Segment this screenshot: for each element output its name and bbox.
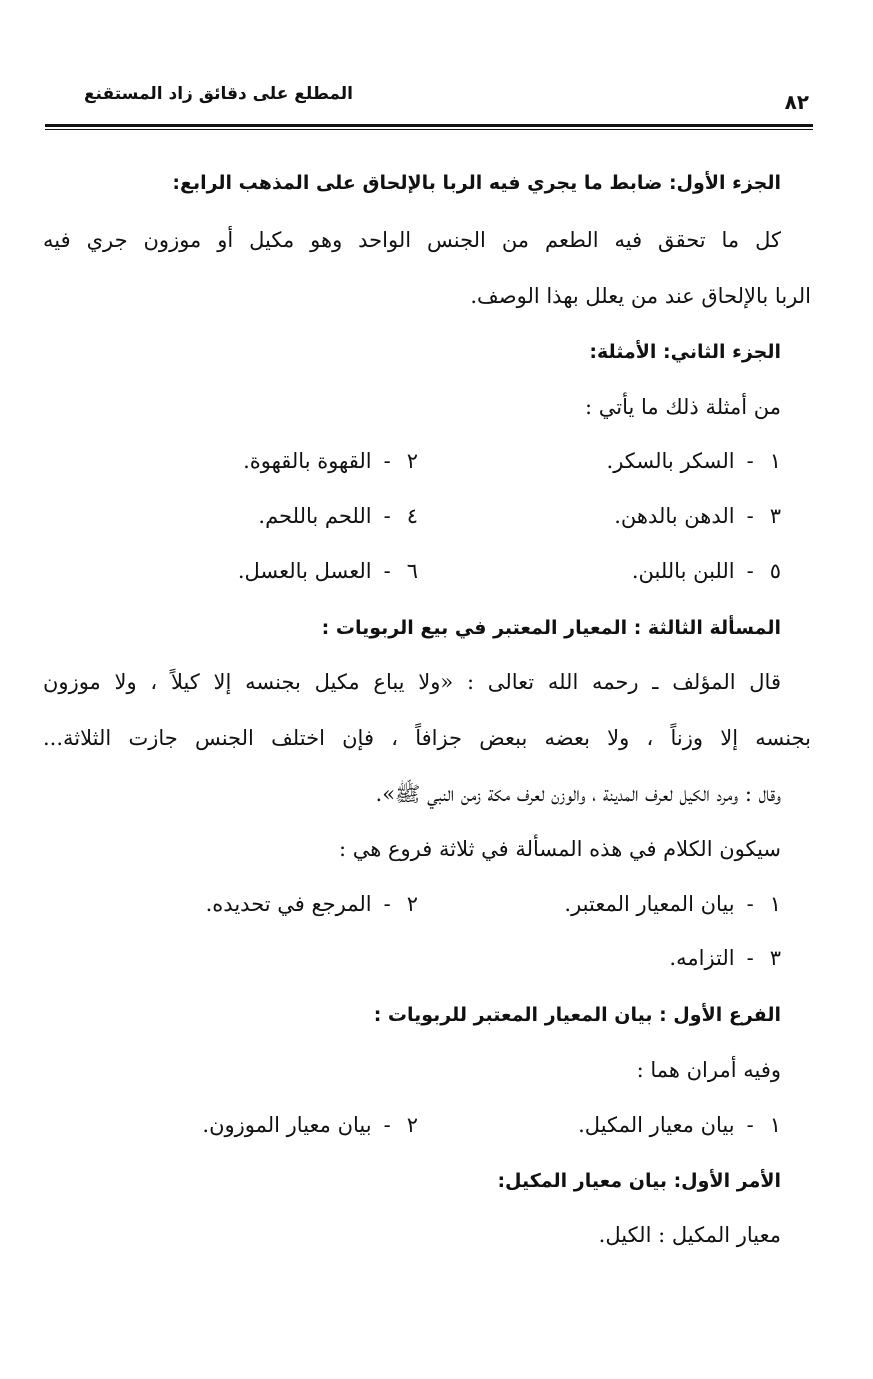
heading-third-issue: المسألة الثالثة : المعيار المعتبر في بيع الربويات : [321,617,781,639]
paragraph-line: كل ما تحقق فيه الطعم من الجنس الواحد وهو مكيل أو موزون جري فيه [43,228,781,252]
item-dash: - [746,946,754,970]
list-item [243,449,418,473]
item-text: اللحم باللحم. [258,504,372,528]
paragraph-line: الربا بالإلحاق عند من يعلل بهذا الوصف. [470,284,811,308]
item-dash: - [746,892,754,916]
item-text: القهوة بالقهوة. [243,449,372,473]
item-text: اللبن باللبن. [631,559,735,583]
item-text: المرجع في تحديده. [205,892,372,916]
list-item [632,559,781,583]
list-item [202,1113,418,1137]
running-header [45,82,813,132]
list-item [578,1113,781,1137]
heading-part-one: الجزء الأول: ضابط ما يجري فيه الربا بالإلحاق على المذهب الرابع: [172,172,781,194]
item-number: ٣ [769,504,781,528]
item-dash: - [746,449,754,473]
item-dash: - [383,1113,391,1137]
heading-first-branch: الفرع الأول : بيان المعيار المعتبر للربويات : [373,1004,781,1026]
item-text: بيان معيار المكيل. [578,1113,735,1137]
item-text: بيان معيار الموزون. [202,1113,372,1137]
item-number: ٢ [406,892,418,916]
quote-line: وقال : ومرد الكيل لعرف المدينة ، والوزن لعرف مكة زمن النبي ﷺ». [375,782,781,806]
item-text: العسل بالعسل. [237,559,372,583]
item-number: ١ [769,1113,781,1137]
quote-line: قال المؤلف ـ رحمه الله تعالى : «ولا يباع مكيل بجنسه إلا كيلاً ، ولا موزون [43,670,781,694]
heading-part-two: الجزء الثاني: الأمثلة: [589,341,781,363]
list-item [607,449,781,473]
item-number: ١ [769,449,781,473]
list-item [564,892,781,916]
final-line: معيار المكيل : الكيل. [598,1223,781,1247]
item-dash: - [746,559,754,583]
item-number: ٦ [406,559,418,583]
item-number: ٢ [406,449,418,473]
header-rule-thin [45,129,813,130]
item-number: ١ [769,892,781,916]
item-dash: - [746,1113,754,1137]
item-dash: - [383,559,391,583]
item-number: ٤ [406,504,418,528]
branches-intro: سيكون الكلام في هذه المسألة في ثلاثة فروع هي : [338,837,781,861]
quote-line: بجنسه إلا وزناً ، ولا بعضه ببعض جزافاً ، فإن اختلف الجنس جازت الثلاثة... [43,726,811,750]
item-text: بيان المعيار المعتبر. [564,892,735,916]
list-item [258,504,418,528]
item-number: ٣ [769,946,781,970]
item-text: السكر بالسكر. [606,449,735,473]
examples-intro: من أمثلة ذلك ما يأتي : [584,395,781,419]
list-item [206,892,418,916]
item-number: ٥ [769,559,781,583]
book-title: المطلع على دقائق زاد المستقنع [83,84,353,104]
header-rule-thick [45,124,813,127]
heading-first-matter: الأمر الأول: بيان معيار المكيل: [497,1170,781,1192]
item-text: التزامه. [669,946,735,970]
item-dash: - [383,504,391,528]
item-dash: - [383,892,391,916]
item-text: الدهن بالدهن. [614,504,735,528]
list-item [669,946,781,970]
item-number: ٢ [406,1113,418,1137]
list-item [238,559,418,583]
item-dash: - [383,449,391,473]
matters-intro: وفيه أمران هما : [636,1058,781,1082]
item-dash: - [746,504,754,528]
list-item [614,504,781,528]
page-number: ٨٢ [784,90,809,114]
